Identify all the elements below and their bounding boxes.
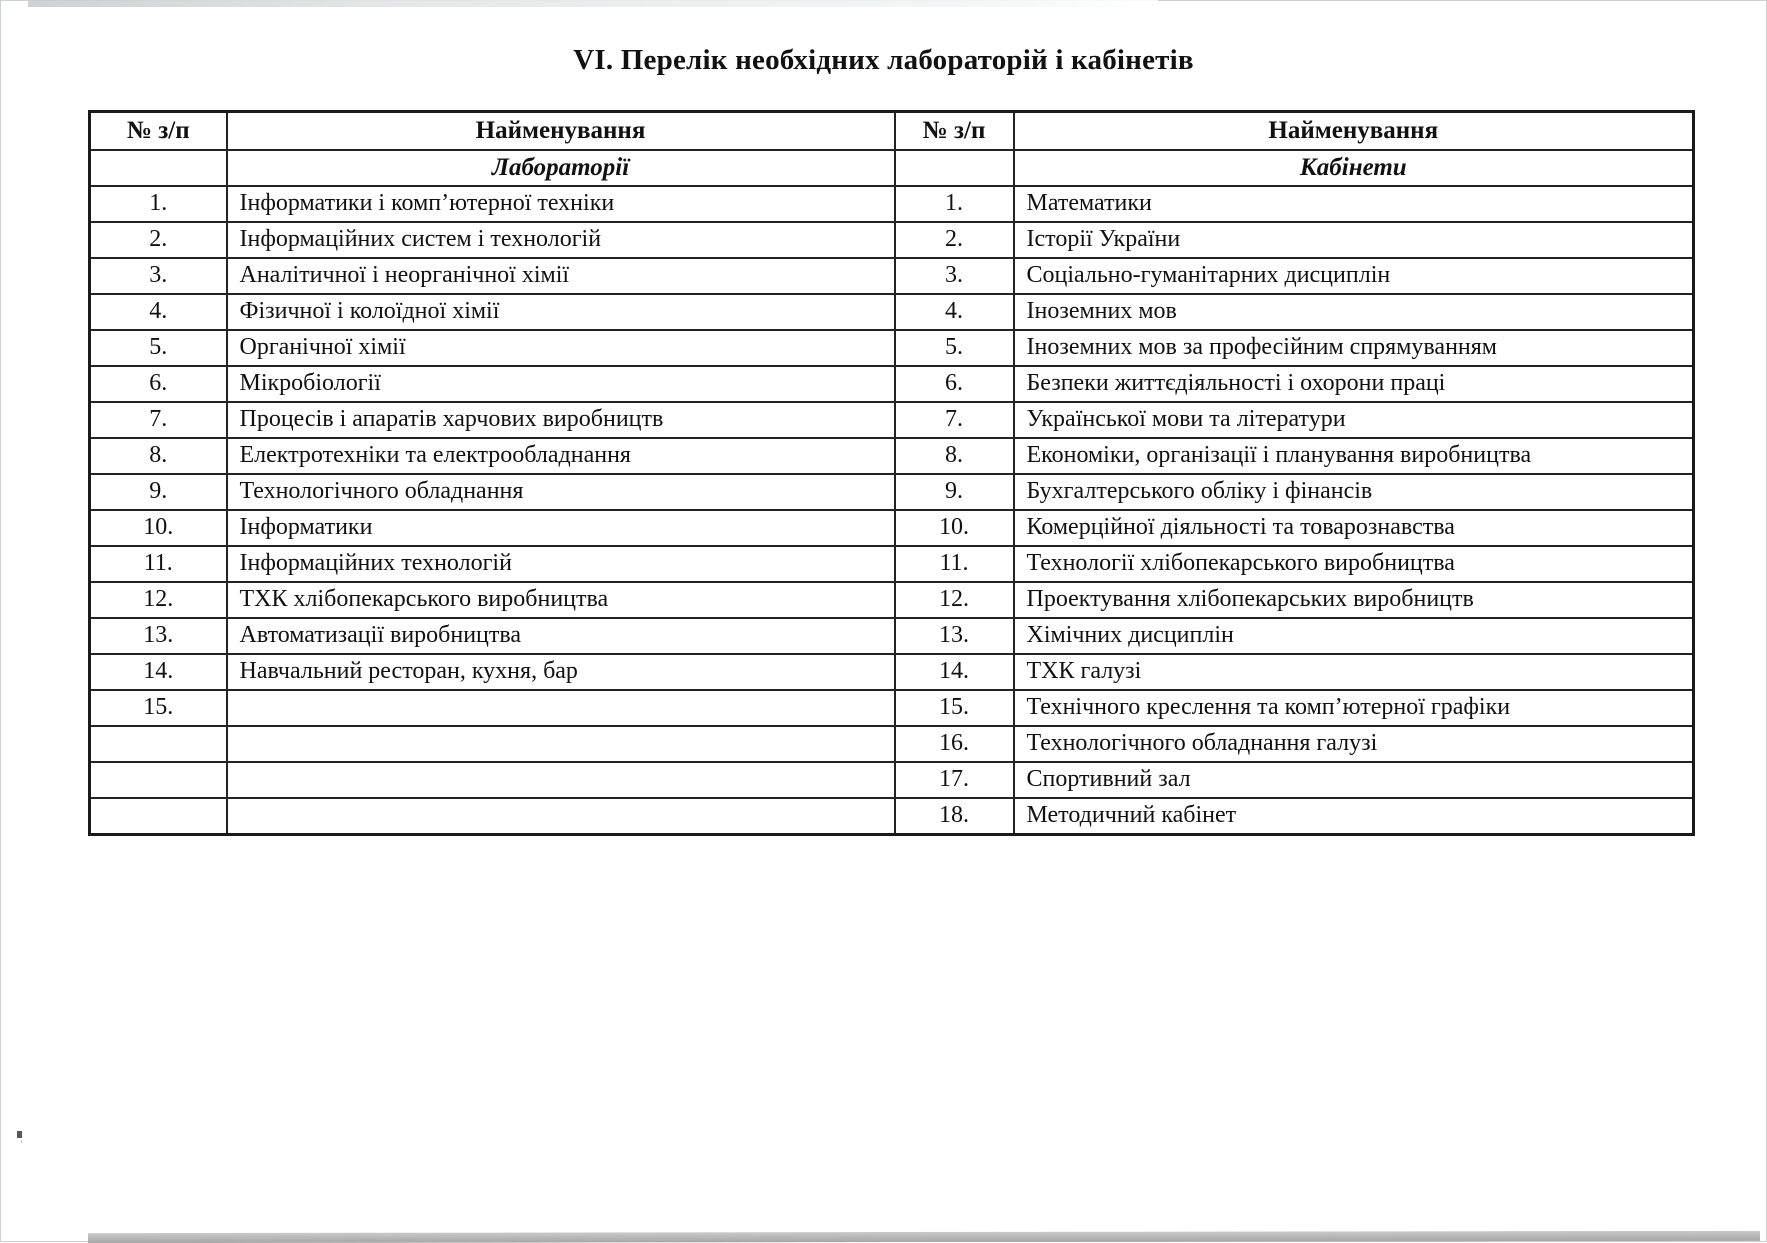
laboratories-and-cabinets-table — [88, 110, 1695, 836]
table-row — [90, 330, 1694, 366]
right-row-number-cell: 11. — [895, 546, 1014, 582]
left-row-number-cell: 2. — [90, 222, 227, 258]
left-row-name-cell: Інформаційних систем і технологій — [227, 222, 895, 258]
right-row-number-cell: 14. — [895, 654, 1014, 690]
table-row — [90, 546, 1694, 582]
table-row — [90, 474, 1694, 510]
left-row-number-cell: 3. — [90, 258, 227, 294]
section-header-row — [90, 150, 1694, 186]
right-row-number-cell: 2. — [895, 222, 1014, 258]
right-row-number-cell: 10. — [895, 510, 1014, 546]
right-row-number-cell: 5. — [895, 330, 1014, 366]
left-row-name-cell: Аналітичної і неорганічної хімії — [227, 258, 895, 294]
right-row-number-cell: 3. — [895, 258, 1014, 294]
left-row-name-cell: Технологічного обладнання — [227, 474, 895, 510]
left-row-name-cell — [227, 690, 895, 726]
left-section-empty-cell — [90, 150, 227, 186]
table-row — [90, 510, 1694, 546]
scan-artifact-top — [28, 0, 1158, 7]
right-row-number-cell: 1. — [895, 186, 1014, 222]
left-row-name-cell: Процесів і апаратів харчових виробництв — [227, 402, 895, 438]
right-row-number-cell: 8. — [895, 438, 1014, 474]
left-section-title: Лабораторії — [227, 150, 895, 186]
left-row-name-cell: Навчальний ресторан, кухня, бар — [227, 654, 895, 690]
right-row-number-cell: 4. — [895, 294, 1014, 330]
table-row — [90, 798, 1694, 835]
right-row-number-cell: 7. — [895, 402, 1014, 438]
right-row-name-cell: Української мови та літератури — [1014, 402, 1694, 438]
left-row-number-cell: 7. — [90, 402, 227, 438]
right-row-name-cell: Соціально-гуманітарних дисциплін — [1014, 258, 1694, 294]
right-row-number-cell: 15. — [895, 690, 1014, 726]
scan-artifact-bottom — [88, 1231, 1760, 1243]
right-row-name-cell: Технології хлібопекарського виробництва — [1014, 546, 1694, 582]
left-row-number-cell: 11. — [90, 546, 227, 582]
left-row-number-cell: 4. — [90, 294, 227, 330]
right-row-name-cell: Технологічного обладнання галузі — [1014, 726, 1694, 762]
right-row-name-cell: Бухгалтерського обліку і фінансів — [1014, 474, 1694, 510]
left-row-name-cell — [227, 798, 895, 835]
left-name-column-header: Найменування — [227, 112, 895, 151]
left-row-number-cell: 15. — [90, 690, 227, 726]
table-head — [90, 112, 1694, 187]
right-row-name-cell: Хімічних дисциплін — [1014, 618, 1694, 654]
left-row-name-cell: Електротехніки та електрообладнання — [227, 438, 895, 474]
left-row-name-cell: Фізичної і колоїдної хімії — [227, 294, 895, 330]
left-row-name-cell: Мікробіології — [227, 366, 895, 402]
right-row-number-cell: 9. — [895, 474, 1014, 510]
left-row-name-cell — [227, 726, 895, 762]
scan-artifact-speck — [17, 1131, 22, 1138]
table-row — [90, 258, 1694, 294]
left-row-name-cell: Інформатики — [227, 510, 895, 546]
left-row-name-cell: Автоматизації виробництва — [227, 618, 895, 654]
right-row-name-cell: Технічного креслення та комп’ютерної графіки — [1014, 690, 1694, 726]
left-row-number-cell — [90, 726, 227, 762]
left-row-name-cell — [227, 762, 895, 798]
right-row-name-cell: Проектування хлібопекарських виробництв — [1014, 582, 1694, 618]
table-row — [90, 186, 1694, 222]
right-row-number-cell: 6. — [895, 366, 1014, 402]
right-row-name-cell: ТХК галузі — [1014, 654, 1694, 690]
table-row — [90, 618, 1694, 654]
table-row — [90, 222, 1694, 258]
right-row-name-cell: Комерційної діяльності та товарознавства — [1014, 510, 1694, 546]
right-row-name-cell: Безпеки життєдіяльності і охорони праці — [1014, 366, 1694, 402]
page-title: VI. Перелік необхідних лабораторій і кабінетів — [573, 44, 1194, 76]
table-body — [90, 186, 1694, 835]
table-row — [90, 582, 1694, 618]
right-row-number-cell: 16. — [895, 726, 1014, 762]
table-row — [90, 366, 1694, 402]
right-row-number-cell: 13. — [895, 618, 1014, 654]
left-row-name-cell: Інформаційних технологій — [227, 546, 895, 582]
left-row-number-cell — [90, 798, 227, 835]
left-row-number-cell — [90, 762, 227, 798]
table-row — [90, 762, 1694, 798]
left-row-name-cell: Органічної хімії — [227, 330, 895, 366]
right-row-name-cell: Методичний кабінет — [1014, 798, 1694, 835]
left-row-number-cell: 6. — [90, 366, 227, 402]
left-row-number-cell: 13. — [90, 618, 227, 654]
table-row — [90, 402, 1694, 438]
column-header-row — [90, 112, 1694, 151]
table-row — [90, 726, 1694, 762]
right-row-name-cell: Історії України — [1014, 222, 1694, 258]
right-row-name-cell: Іноземних мов за професійним спрямуванням — [1014, 330, 1694, 366]
left-row-number-cell: 8. — [90, 438, 227, 474]
left-row-name-cell: ТХК хлібопекарського виробництва — [227, 582, 895, 618]
right-row-name-cell: Спортивний зал — [1014, 762, 1694, 798]
table-row — [90, 438, 1694, 474]
left-row-number-cell: 10. — [90, 510, 227, 546]
right-section-title: Кабінети — [1014, 150, 1694, 186]
left-row-number-cell: 12. — [90, 582, 227, 618]
right-number-column-header: № з/п — [895, 112, 1014, 151]
right-name-column-header: Найменування — [1014, 112, 1694, 151]
right-row-number-cell: 18. — [895, 798, 1014, 835]
right-row-name-cell: Економіки, організації і планування виробництва — [1014, 438, 1694, 474]
left-number-column-header: № з/п — [90, 112, 227, 151]
left-row-name-cell: Інформатики і комп’ютерної техніки — [227, 186, 895, 222]
right-row-number-cell: 12. — [895, 582, 1014, 618]
left-row-number-cell: 5. — [90, 330, 227, 366]
table-row — [90, 654, 1694, 690]
table-row — [90, 690, 1694, 726]
left-row-number-cell: 1. — [90, 186, 227, 222]
right-section-empty-cell — [895, 150, 1014, 186]
right-row-name-cell: Іноземних мов — [1014, 294, 1694, 330]
right-row-number-cell: 17. — [895, 762, 1014, 798]
left-row-number-cell: 9. — [90, 474, 227, 510]
right-row-name-cell: Математики — [1014, 186, 1694, 222]
left-row-number-cell: 14. — [90, 654, 227, 690]
table-row — [90, 294, 1694, 330]
